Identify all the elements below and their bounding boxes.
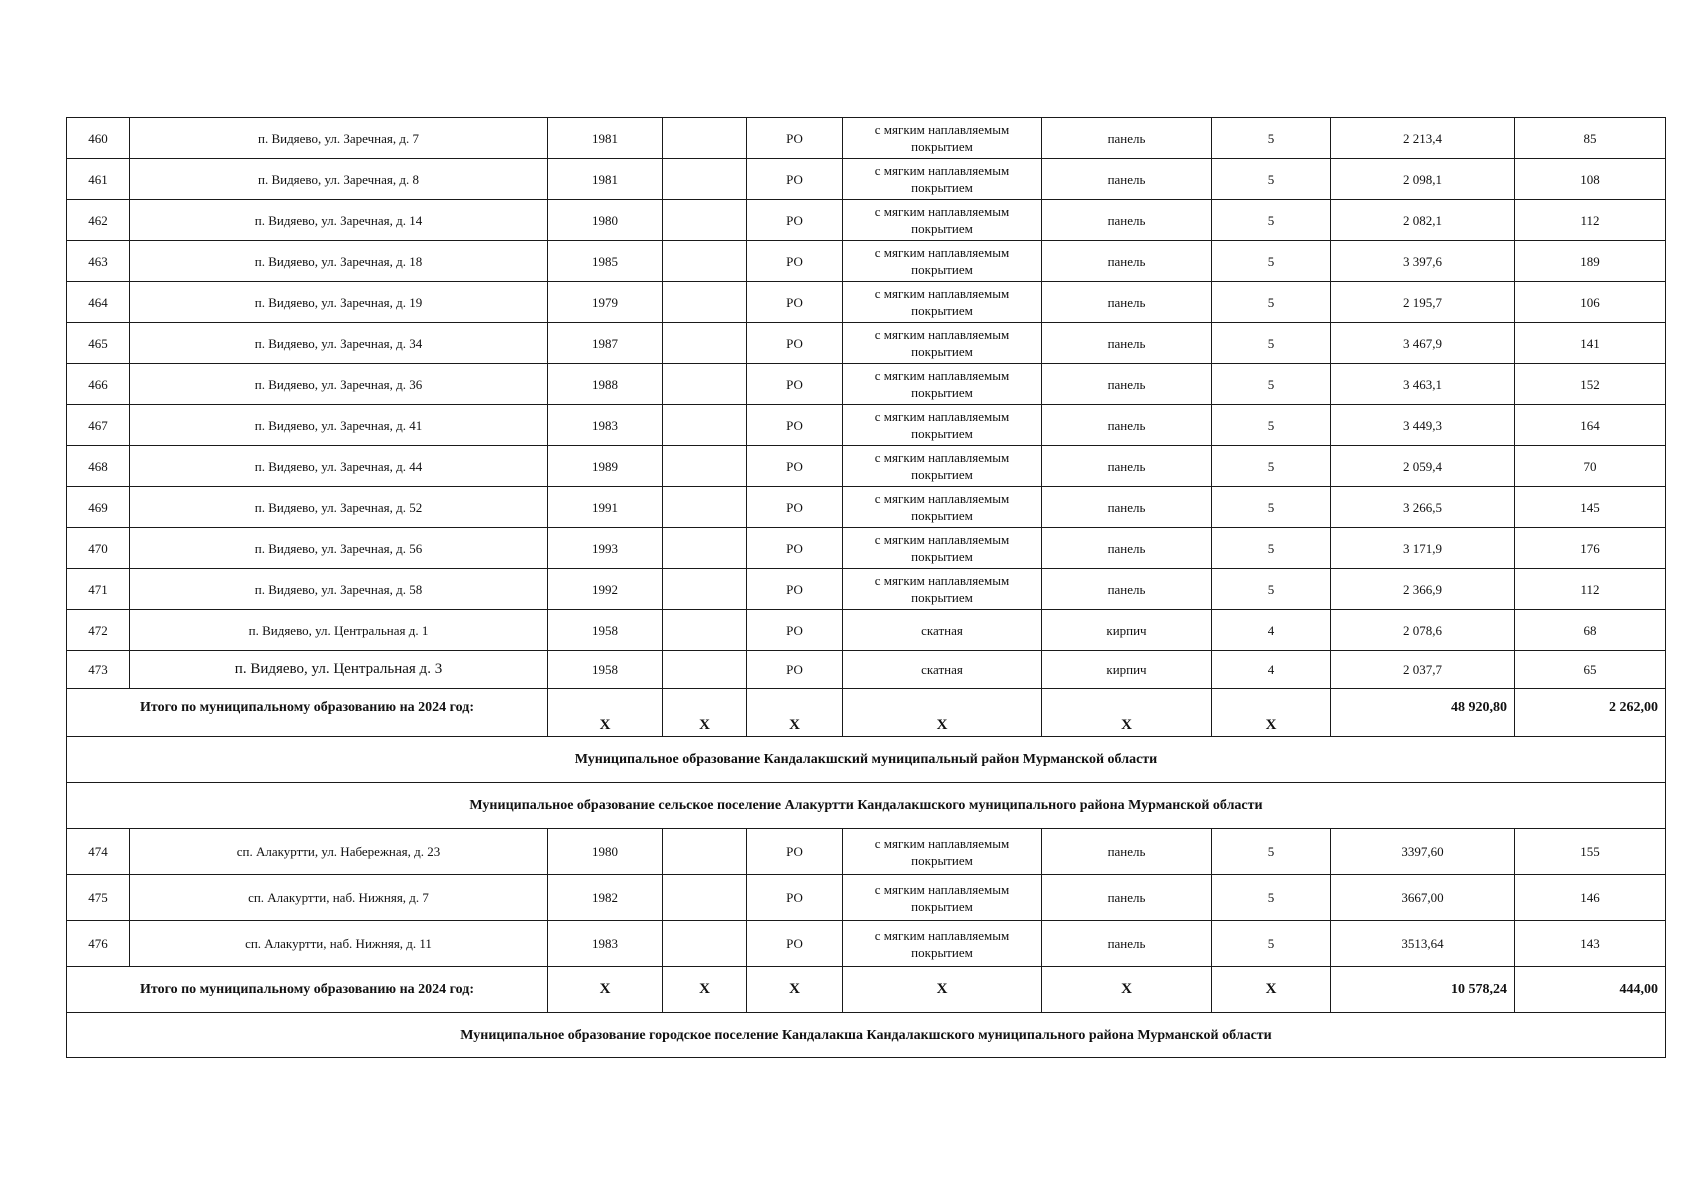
wall-material-cell: панель — [1042, 875, 1212, 921]
row-number: 461 — [67, 159, 130, 200]
empty-cell — [663, 829, 747, 875]
year-cell: 1979 — [548, 282, 663, 323]
row-number: 463 — [67, 241, 130, 282]
year-cell: 1988 — [548, 364, 663, 405]
empty-cell — [663, 118, 747, 159]
ro-cell: РО — [747, 323, 843, 364]
table-row — [67, 364, 1666, 405]
empty-cell — [663, 446, 747, 487]
row-number: 475 — [67, 875, 130, 921]
total-x-cell: X — [1212, 967, 1331, 1013]
row-number: 468 — [67, 446, 130, 487]
total-x-cell: X — [1042, 689, 1212, 737]
row-number: 466 — [67, 364, 130, 405]
table-row — [67, 200, 1666, 241]
address-cell: п. Видяево, ул. Заречная, д. 41 — [130, 405, 548, 446]
row-number: 473 — [67, 651, 130, 689]
wall-material-cell: панель — [1042, 323, 1212, 364]
total-x-cell: X — [548, 689, 663, 737]
wall-material-cell: кирпич — [1042, 610, 1212, 651]
wall-material-cell: панель — [1042, 528, 1212, 569]
table-row — [67, 610, 1666, 651]
year-cell: 1981 — [548, 118, 663, 159]
ro-cell: РО — [747, 829, 843, 875]
address-cell: сп. Алакуртти, ул. Набережная, д. 23 — [130, 829, 548, 875]
empty-cell — [663, 921, 747, 967]
ro-cell: РО — [747, 405, 843, 446]
year-cell: 1983 — [548, 405, 663, 446]
residents-cell: 143 — [1515, 921, 1666, 967]
area-cell: 3 397,6 — [1331, 241, 1515, 282]
table-row — [67, 829, 1666, 875]
residents-cell: 189 — [1515, 241, 1666, 282]
empty-cell — [663, 405, 747, 446]
year-cell: 1982 — [548, 875, 663, 921]
area-cell: 2 366,9 — [1331, 569, 1515, 610]
table-row — [67, 405, 1666, 446]
ro-cell: РО — [747, 487, 843, 528]
row-number: 467 — [67, 405, 130, 446]
row-number: 474 — [67, 829, 130, 875]
floors-cell: 5 — [1212, 487, 1331, 528]
roof-type-cell: с мягким наплавляемым покрытием — [843, 487, 1042, 528]
area-cell: 3 467,9 — [1331, 323, 1515, 364]
residents-cell: 112 — [1515, 569, 1666, 610]
floors-cell: 5 — [1212, 569, 1331, 610]
table-row — [67, 159, 1666, 200]
area-cell: 3667,00 — [1331, 875, 1515, 921]
roof-type-cell: с мягким наплавляемым покрытием — [843, 528, 1042, 569]
wall-material-cell: панель — [1042, 200, 1212, 241]
wall-material-cell: панель — [1042, 118, 1212, 159]
year-cell: 1993 — [548, 528, 663, 569]
year-cell: 1983 — [548, 921, 663, 967]
row-number: 471 — [67, 569, 130, 610]
ro-cell: РО — [747, 528, 843, 569]
residents-cell: 112 — [1515, 200, 1666, 241]
area-cell: 2 082,1 — [1331, 200, 1515, 241]
floors-cell: 5 — [1212, 921, 1331, 967]
total-x-cell: X — [663, 689, 747, 737]
ro-cell: РО — [747, 651, 843, 689]
year-cell: 1985 — [548, 241, 663, 282]
area-cell: 3 171,9 — [1331, 528, 1515, 569]
ro-cell: РО — [747, 159, 843, 200]
wall-material-cell: панель — [1042, 364, 1212, 405]
floors-cell: 5 — [1212, 159, 1331, 200]
ro-cell: РО — [747, 241, 843, 282]
address-cell: п. Видяево, ул. Заречная, д. 14 — [130, 200, 548, 241]
residents-cell: 68 — [1515, 610, 1666, 651]
area-cell: 2 213,4 — [1331, 118, 1515, 159]
empty-cell — [663, 651, 747, 689]
area-cell: 3 463,1 — [1331, 364, 1515, 405]
empty-cell — [663, 200, 747, 241]
empty-cell — [663, 528, 747, 569]
table-row — [67, 241, 1666, 282]
table-row — [67, 282, 1666, 323]
wall-material-cell: панель — [1042, 921, 1212, 967]
section-header-row — [67, 737, 1666, 783]
total-row — [67, 689, 1666, 737]
roof-type-cell: скатная — [843, 610, 1042, 651]
address-cell: п. Видяево, ул. Заречная, д. 58 — [130, 569, 548, 610]
ro-cell: РО — [747, 610, 843, 651]
section-title-kandalaksha-district: Муниципальное образование Кандалакшский муниципальный район Мурманской области — [67, 737, 1666, 783]
residents-cell: 85 — [1515, 118, 1666, 159]
residents-cell: 106 — [1515, 282, 1666, 323]
year-cell: 1958 — [548, 651, 663, 689]
roof-type-cell: с мягким наплавляемым покрытием — [843, 446, 1042, 487]
wall-material-cell: панель — [1042, 241, 1212, 282]
address-cell: п. Видяево, ул. Центральная д. 3 — [130, 651, 548, 689]
total-x-cell: X — [548, 967, 663, 1013]
total-label: Итого по муниципальному образованию на 2024 год: — [67, 689, 548, 737]
residents-cell: 70 — [1515, 446, 1666, 487]
area-cell: 3513,64 — [1331, 921, 1515, 967]
total-row — [67, 967, 1666, 1013]
total-x-cell: X — [747, 689, 843, 737]
empty-cell — [663, 487, 747, 528]
year-cell: 1987 — [548, 323, 663, 364]
roof-type-cell: с мягким наплавляемым покрытием — [843, 875, 1042, 921]
residents-cell: 145 — [1515, 487, 1666, 528]
empty-cell — [663, 610, 747, 651]
floors-cell: 5 — [1212, 875, 1331, 921]
wall-material-cell: панель — [1042, 446, 1212, 487]
section-header-row — [67, 1013, 1666, 1058]
roof-type-cell: с мягким наплавляемым покрытием — [843, 323, 1042, 364]
row-number: 460 — [67, 118, 130, 159]
table-row — [67, 323, 1666, 364]
roof-type-cell: с мягким наплавляемым покрытием — [843, 405, 1042, 446]
total-x-cell: X — [663, 967, 747, 1013]
ro-cell: РО — [747, 446, 843, 487]
floors-cell: 5 — [1212, 829, 1331, 875]
address-cell: п. Видяево, ул. Заречная, д. 44 — [130, 446, 548, 487]
residents-cell: 141 — [1515, 323, 1666, 364]
address-cell: п. Видяево, ул. Заречная, д. 18 — [130, 241, 548, 282]
address-cell: п. Видяево, ул. Заречная, д. 34 — [130, 323, 548, 364]
residents-cell: 155 — [1515, 829, 1666, 875]
total-area: 10 578,24 — [1331, 967, 1515, 1013]
address-cell: п. Видяево, ул. Заречная, д. 36 — [130, 364, 548, 405]
table-row — [67, 875, 1666, 921]
total-x-cell: X — [1212, 689, 1331, 737]
address-cell: сп. Алакуртти, наб. Нижняя, д. 11 — [130, 921, 548, 967]
year-cell: 1989 — [548, 446, 663, 487]
area-cell: 2 098,1 — [1331, 159, 1515, 200]
wall-material-cell: кирпич — [1042, 651, 1212, 689]
row-number: 469 — [67, 487, 130, 528]
roof-type-cell: с мягким наплавляемым покрытием — [843, 364, 1042, 405]
roof-type-cell: с мягким наплавляемым покрытием — [843, 200, 1042, 241]
table-row — [67, 446, 1666, 487]
area-cell: 2 037,7 — [1331, 651, 1515, 689]
total-x-cell: X — [843, 689, 1042, 737]
empty-cell — [663, 875, 747, 921]
floors-cell: 4 — [1212, 651, 1331, 689]
wall-material-cell: панель — [1042, 282, 1212, 323]
year-cell: 1980 — [548, 200, 663, 241]
row-number: 476 — [67, 921, 130, 967]
address-cell: п. Видяево, ул. Заречная, д. 52 — [130, 487, 548, 528]
row-number: 465 — [67, 323, 130, 364]
wall-material-cell: панель — [1042, 569, 1212, 610]
empty-cell — [663, 241, 747, 282]
empty-cell — [663, 159, 747, 200]
ro-cell: РО — [747, 200, 843, 241]
ro-cell: РО — [747, 875, 843, 921]
ro-cell: РО — [747, 569, 843, 610]
total-label: Итого по муниципальному образованию на 2024 год: — [67, 967, 548, 1013]
table-row — [67, 528, 1666, 569]
area-cell: 3 266,5 — [1331, 487, 1515, 528]
roof-type-cell: с мягким наплавляемым покрытием — [843, 159, 1042, 200]
area-cell: 2 059,4 — [1331, 446, 1515, 487]
total-area: 48 920,80 — [1331, 689, 1515, 737]
floors-cell: 5 — [1212, 118, 1331, 159]
area-cell: 2 078,6 — [1331, 610, 1515, 651]
section-header-row — [67, 783, 1666, 829]
residents-cell: 164 — [1515, 405, 1666, 446]
floors-cell: 5 — [1212, 364, 1331, 405]
ro-cell: РО — [747, 118, 843, 159]
roof-type-cell: с мягким наплавляемым покрытием — [843, 921, 1042, 967]
total-residents: 444,00 — [1515, 967, 1666, 1013]
floors-cell: 5 — [1212, 446, 1331, 487]
table-row — [67, 569, 1666, 610]
area-cell: 3 449,3 — [1331, 405, 1515, 446]
address-cell: п. Видяево, ул. Заречная, д. 19 — [130, 282, 548, 323]
area-cell: 3397,60 — [1331, 829, 1515, 875]
address-cell: п. Видяево, ул. Заречная, д. 8 — [130, 159, 548, 200]
residents-cell: 146 — [1515, 875, 1666, 921]
empty-cell — [663, 569, 747, 610]
area-cell: 2 195,7 — [1331, 282, 1515, 323]
table-row — [67, 651, 1666, 689]
ro-cell: РО — [747, 364, 843, 405]
year-cell: 1991 — [548, 487, 663, 528]
roof-type-cell: с мягким наплавляемым покрытием — [843, 282, 1042, 323]
floors-cell: 5 — [1212, 528, 1331, 569]
ro-cell: РО — [747, 921, 843, 967]
floors-cell: 5 — [1212, 405, 1331, 446]
floors-cell: 5 — [1212, 323, 1331, 364]
roof-type-cell: с мягким наплавляемым покрытием — [843, 829, 1042, 875]
residents-cell: 176 — [1515, 528, 1666, 569]
table-row — [67, 118, 1666, 159]
residents-cell: 108 — [1515, 159, 1666, 200]
section-title-kandalaksha-city: Муниципальное образование городское поселение Кандалакша Кандалакшского муниципального района Мурманской области — [67, 1013, 1666, 1058]
floors-cell: 5 — [1212, 200, 1331, 241]
empty-cell — [663, 282, 747, 323]
empty-cell — [663, 323, 747, 364]
wall-material-cell: панель — [1042, 829, 1212, 875]
address-cell: п. Видяево, ул. Центральная д. 1 — [130, 610, 548, 651]
row-number: 472 — [67, 610, 130, 651]
wall-material-cell: панель — [1042, 487, 1212, 528]
wall-material-cell: панель — [1042, 159, 1212, 200]
year-cell: 1992 — [548, 569, 663, 610]
floors-cell: 5 — [1212, 241, 1331, 282]
year-cell: 1980 — [548, 829, 663, 875]
table-row — [67, 487, 1666, 528]
address-cell: п. Видяево, ул. Заречная, д. 7 — [130, 118, 548, 159]
table-row — [67, 921, 1666, 967]
address-cell: сп. Алакуртти, наб. Нижняя, д. 7 — [130, 875, 548, 921]
section-title-alakurtti: Муниципальное образование сельское поселение Алакуртти Кандалакшского муниципального района Мурманской области — [67, 783, 1666, 829]
ro-cell: РО — [747, 282, 843, 323]
total-x-cell: X — [843, 967, 1042, 1013]
roof-type-cell: скатная — [843, 651, 1042, 689]
row-number: 464 — [67, 282, 130, 323]
roof-type-cell: с мягким наплавляемым покрытием — [843, 241, 1042, 282]
year-cell: 1958 — [548, 610, 663, 651]
year-cell: 1981 — [548, 159, 663, 200]
residents-cell: 65 — [1515, 651, 1666, 689]
housing-registry-table — [66, 117, 1666, 1058]
wall-material-cell: панель — [1042, 405, 1212, 446]
total-x-cell: X — [747, 967, 843, 1013]
floors-cell: 5 — [1212, 282, 1331, 323]
floors-cell: 4 — [1212, 610, 1331, 651]
residents-cell: 152 — [1515, 364, 1666, 405]
row-number: 470 — [67, 528, 130, 569]
roof-type-cell: с мягким наплавляемым покрытием — [843, 569, 1042, 610]
roof-type-cell: с мягким наплавляемым покрытием — [843, 118, 1042, 159]
address-cell: п. Видяево, ул. Заречная, д. 56 — [130, 528, 548, 569]
total-x-cell: X — [1042, 967, 1212, 1013]
empty-cell — [663, 364, 747, 405]
row-number: 462 — [67, 200, 130, 241]
total-residents: 2 262,00 — [1515, 689, 1666, 737]
